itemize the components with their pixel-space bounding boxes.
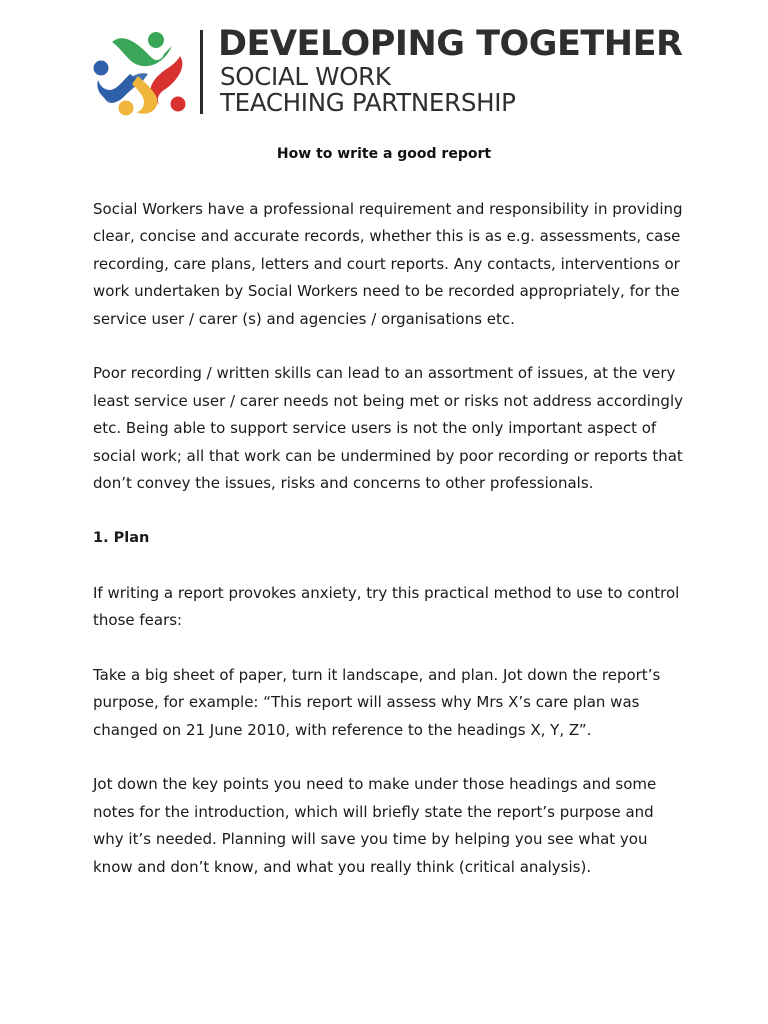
paragraph-key-points: Jot down the key points you need to make under those headings and some notes for the introduction, which will briefly state the report’s purpose and why it’s needed. Planning will save you time by helping you see what you know and don’t know, and what you really think (critical analysis). <box>93 775 657 876</box>
brand-subtitle-2: TEACHING PARTNERSHIP <box>220 88 516 117</box>
brand-subtitle-1: SOCIAL WORK <box>220 62 391 91</box>
paragraph-poor-recording: Poor recording / written skills can lead to an assortment of issues, at the very least service user / carer needs not being met or risks not address accordingly etc. Being able to support service users is not the only important aspect of social work; all that work can be undermined by poor recording or reports that don’t convey the issues, risks and concerns to other professionals. <box>93 364 683 493</box>
paragraph-anxiety: If writing a report provokes anxiety, try this practical method to use to control those fears: <box>93 583 680 630</box>
partnership-logo-icon <box>92 28 188 116</box>
header-banner <box>92 24 683 118</box>
paragraph-big-sheet: Take a big sheet of paper, turn it landscape, and plan. Jot down the report’s purpose, for example: “This report will assess why Mrs X’s care plan was changed on 21 June 2010, with reference to the headings X, Y, Z”. <box>93 665 661 739</box>
document-body <box>93 196 683 908</box>
header-divider <box>200 30 203 114</box>
brand-title: DEVELOPING TOGETHER <box>218 24 683 64</box>
section-heading-plan: 1. Plan <box>93 529 150 546</box>
document-title: How to write a good report <box>276 146 492 162</box>
paragraph-intro: Social Workers have a professional requirement and responsibility in providing clear, concise and accurate records, whether this is as e.g. assessments, case recording, care plans, letters and court reports. Any contacts, interventions or work undertaken by Social Workers need to be recorded appropriately, for the service user / carer (s) and agencies / organisations etc. <box>93 200 683 328</box>
